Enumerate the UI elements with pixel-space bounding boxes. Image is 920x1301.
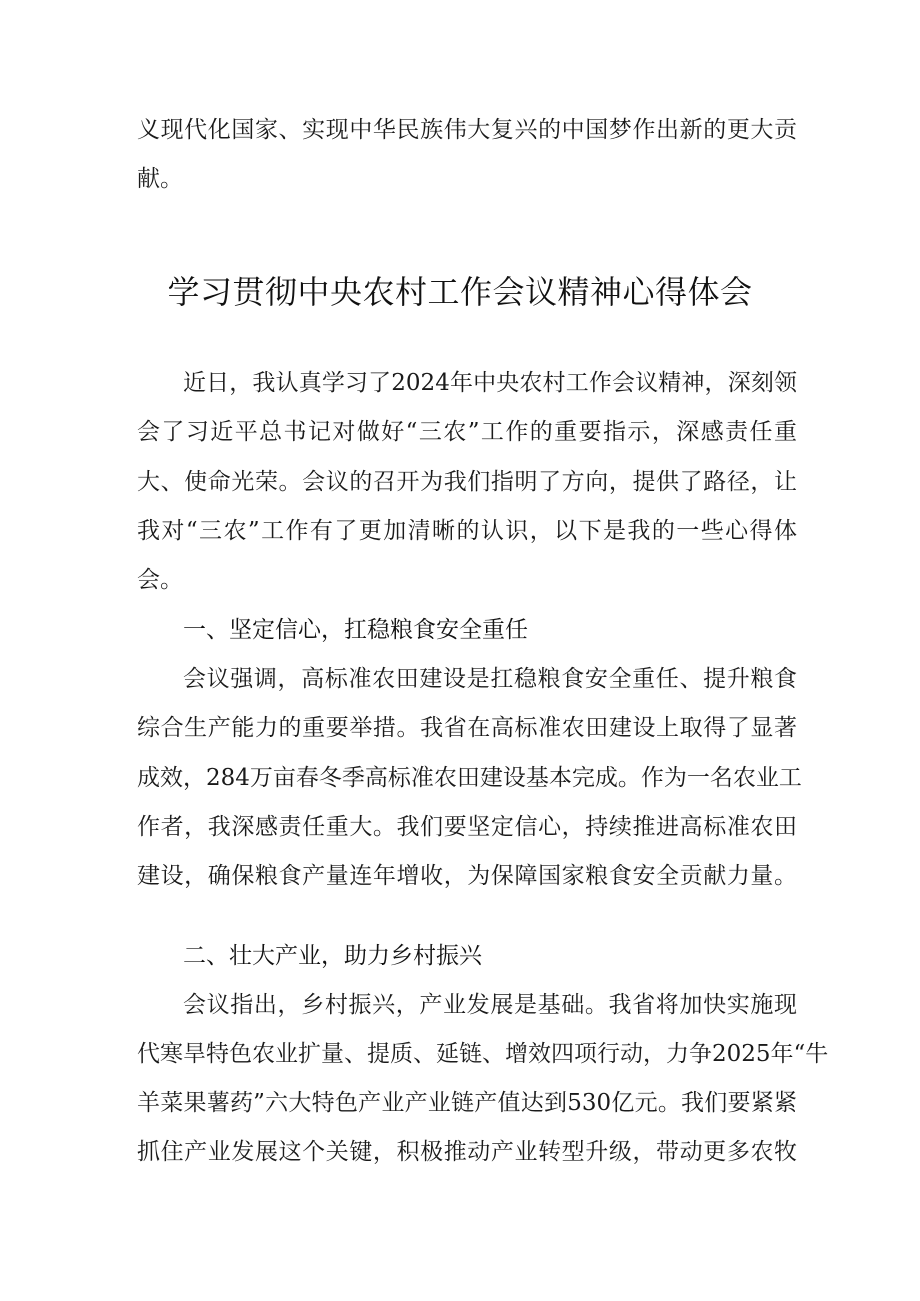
- section-1-line-2: 综合生产能力的重要举措。我省在高标准农田建设上取得了显著: [137, 715, 797, 741]
- intro-line-2: 会了习近平总书记对做好“三农”工作的重要指示，深感责任重: [137, 419, 797, 445]
- intro-line-3: 大、使命光荣。会议的召开为我们指明了方向，提供了路径，让: [137, 469, 797, 495]
- intro-line-4: 我对“三农”工作有了更加清晰的认识，以下是我的一些心得体: [137, 518, 797, 544]
- section-2-line-3: 羊菜果薯药”六大特色产业产业链产值达到530亿元。我们要紧紧: [137, 1090, 797, 1116]
- section-2-line-2: 代寒旱特色农业扩量、提质、延链、增效四项行动，力争2025年“牛: [137, 1041, 829, 1067]
- prev-paragraph-line-1: 义现代化国家、实现中华民族伟大复兴的中国梦作出新的更大贡: [137, 117, 797, 143]
- intro-line-1: 近日，我认真学习了2024年中央农村工作会议精神，深刻领: [183, 370, 797, 396]
- intro-line-5: 会。: [137, 567, 183, 593]
- section-1-line-4: 作者，我深感责任重大。我们要坚定信心，持续推进高标准农田: [137, 814, 797, 840]
- section-2-heading: 二、壮大产业，助力乡村振兴: [183, 943, 482, 969]
- prev-paragraph-line-2: 献。: [137, 166, 183, 192]
- section-1-line-3: 成效，284万亩春冬季高标准农田建设基本完成。作为一名农业工: [137, 765, 802, 791]
- section-1-line-1: 会议强调，高标准农田建设是扛稳粮食安全重任、提升粮食: [183, 666, 797, 692]
- section-2-line-1: 会议指出，乡村振兴，产业发展是基础。我省将加快实施现: [183, 992, 797, 1018]
- section-1-line-5: 建设，确保粮食产量连年增收，为保障国家粮食安全贡献力量。: [137, 863, 797, 889]
- document-title: 学习贯彻中央农村工作会议精神心得体会: [167, 273, 753, 311]
- section-1-heading: 一、坚定信心，扛稳粮食安全重任: [183, 617, 528, 643]
- section-2-line-4: 抓住产业发展这个关键，积极推动产业转型升级，带动更多农牧: [137, 1139, 797, 1165]
